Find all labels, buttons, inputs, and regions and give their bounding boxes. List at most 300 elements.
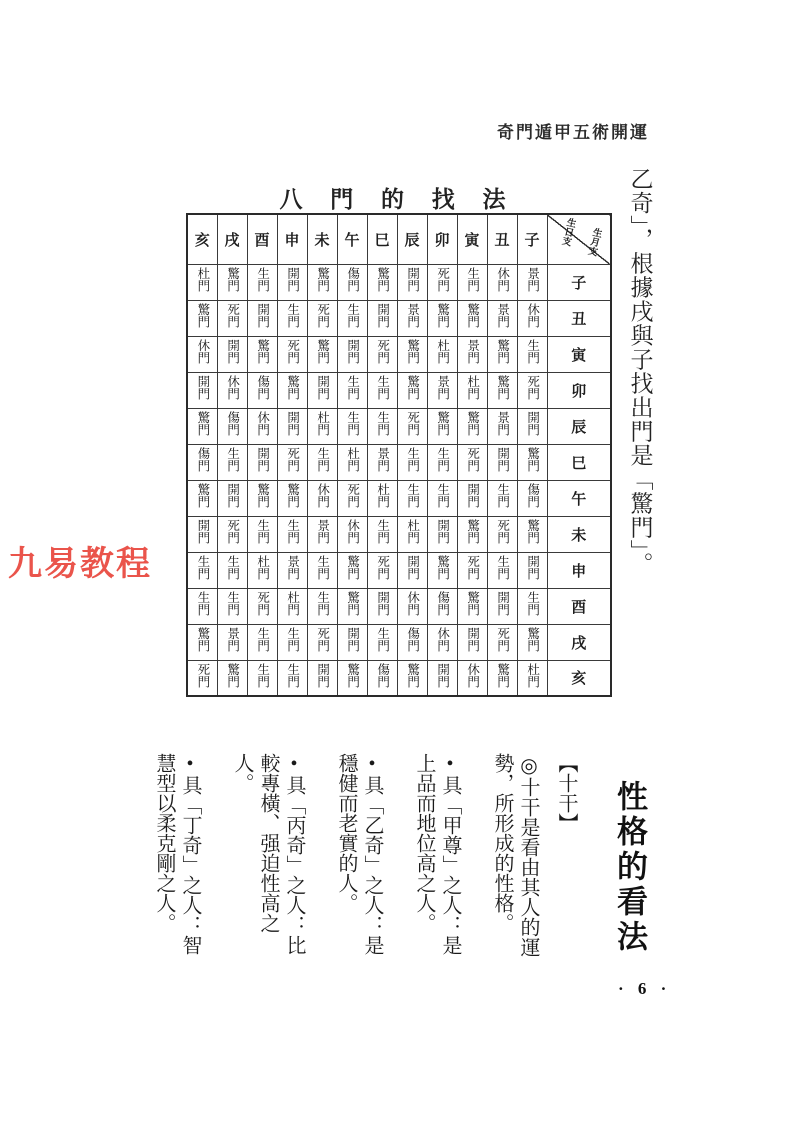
gate-cell-text: 生門 bbox=[255, 267, 270, 292]
gate-cell-text: 開門 bbox=[495, 447, 510, 472]
gate-cell bbox=[457, 480, 487, 516]
gate-table-row bbox=[187, 264, 611, 300]
gate-cell-text: 開門 bbox=[285, 267, 300, 292]
gate-cell-text: 景門 bbox=[525, 267, 540, 292]
gate-cell-text: 開門 bbox=[435, 662, 450, 688]
day-branch-header: 丑 bbox=[487, 214, 517, 264]
gate-cell bbox=[367, 444, 397, 480]
gate-cell-text: 杜門 bbox=[435, 339, 450, 364]
gate-cell bbox=[307, 516, 337, 552]
gate-cell-text: 杜門 bbox=[345, 447, 360, 472]
gate-cell bbox=[277, 444, 307, 480]
gate-cell-text: 驚門 bbox=[465, 519, 480, 544]
gate-cell bbox=[217, 372, 247, 408]
gate-cell bbox=[217, 336, 247, 372]
gate-table-row bbox=[187, 372, 611, 408]
gate-cell bbox=[367, 408, 397, 444]
day-branch-header: 申 bbox=[277, 214, 307, 264]
gate-cell bbox=[487, 372, 517, 408]
gate-cell bbox=[427, 552, 457, 588]
gate-cell bbox=[277, 480, 307, 516]
gate-cell bbox=[517, 408, 547, 444]
gate-cell bbox=[517, 336, 547, 372]
gate-cell-text: 開門 bbox=[285, 411, 300, 436]
gate-table-row bbox=[187, 660, 611, 696]
gate-cell-text: 生門 bbox=[285, 303, 300, 328]
month-branch-header: 申 bbox=[547, 552, 611, 588]
gate-cell bbox=[487, 264, 517, 300]
gate-cell bbox=[307, 408, 337, 444]
gate-cell bbox=[427, 408, 457, 444]
gate-cell-text: 開門 bbox=[345, 627, 360, 652]
gate-cell-text: 驚門 bbox=[375, 267, 390, 292]
gate-cell-text: 生門 bbox=[225, 555, 240, 580]
gate-cell bbox=[277, 624, 307, 660]
gate-cell-text: 驚門 bbox=[405, 375, 420, 400]
gate-cell bbox=[487, 660, 517, 696]
gate-cell-text: 生門 bbox=[315, 591, 330, 616]
gate-cell-text: 傷門 bbox=[405, 627, 420, 652]
bullet-ding: •具「丁奇」之人：智慧型以柔克剛之人。 bbox=[153, 753, 201, 955]
day-branch-header: 午 bbox=[337, 214, 367, 264]
gate-cell-text: 開門 bbox=[375, 591, 390, 616]
gate-cell-text: 驚門 bbox=[495, 662, 510, 688]
gate-cell-text: 死門 bbox=[225, 519, 240, 544]
gate-cell-text: 傷門 bbox=[225, 411, 240, 436]
gate-cell bbox=[217, 300, 247, 336]
gate-cell bbox=[397, 624, 427, 660]
gate-cell-text: 驚門 bbox=[405, 339, 420, 364]
section-intro-paragraph: ◎十干是看由其人的運勢，所形成的性格。 bbox=[491, 753, 539, 957]
gate-cell bbox=[277, 336, 307, 372]
gate-cell-text: 驚門 bbox=[465, 303, 480, 328]
gate-cell-text: 生門 bbox=[225, 447, 240, 472]
gate-cell bbox=[427, 480, 457, 516]
gate-cell bbox=[397, 264, 427, 300]
month-branch-header: 戌 bbox=[547, 624, 611, 660]
gate-cell-text: 生門 bbox=[465, 267, 480, 292]
gate-cell bbox=[247, 300, 277, 336]
gate-cell-text: 傷門 bbox=[255, 375, 270, 400]
gate-cell bbox=[217, 516, 247, 552]
gate-cell bbox=[187, 264, 217, 300]
bullet-bing: •具「丙奇」之人：比較專橫、强迫性高之人。 bbox=[231, 753, 305, 955]
gate-cell-text: 杜門 bbox=[285, 591, 300, 616]
day-branch-header-row bbox=[187, 214, 611, 264]
gate-cell bbox=[277, 264, 307, 300]
gate-cell bbox=[427, 660, 457, 696]
gate-cell-text: 驚門 bbox=[525, 519, 540, 544]
gate-cell-text: 傷門 bbox=[525, 483, 540, 508]
gate-cell bbox=[217, 588, 247, 624]
gate-cell-text: 驚門 bbox=[255, 339, 270, 364]
gate-cell bbox=[397, 336, 427, 372]
gate-cell bbox=[247, 480, 277, 516]
gate-cell bbox=[457, 300, 487, 336]
gate-cell-text: 景門 bbox=[405, 303, 420, 328]
gate-cell-text: 死門 bbox=[405, 411, 420, 436]
gate-cell bbox=[247, 552, 277, 588]
gate-cell-text: 驚門 bbox=[195, 411, 210, 436]
day-branch-header: 子 bbox=[517, 214, 547, 264]
gate-cell-text: 生門 bbox=[375, 411, 390, 436]
red-watermark: 九易教程 bbox=[8, 545, 152, 583]
gate-cell-text: 休門 bbox=[465, 662, 480, 688]
gate-cell-text: 死門 bbox=[375, 339, 390, 364]
gate-cell bbox=[517, 480, 547, 516]
gate-cell bbox=[457, 552, 487, 588]
gate-cell bbox=[217, 624, 247, 660]
gate-cell-text: 驚門 bbox=[195, 303, 210, 328]
gate-table-tbody bbox=[187, 264, 611, 696]
gate-cell-text: 驚門 bbox=[435, 411, 450, 436]
gate-cell bbox=[187, 660, 217, 696]
gate-cell bbox=[457, 588, 487, 624]
gate-cell-text: 生門 bbox=[315, 447, 330, 472]
gate-cell bbox=[487, 300, 517, 336]
gate-cell bbox=[247, 660, 277, 696]
month-branch-header: 酉 bbox=[547, 588, 611, 624]
gate-cell bbox=[337, 552, 367, 588]
gate-cell-text: 傷門 bbox=[345, 267, 360, 292]
gate-cell-text: 景門 bbox=[315, 519, 330, 544]
gate-cell-text: 生門 bbox=[285, 627, 300, 652]
gate-cell-text: 死門 bbox=[345, 483, 360, 508]
gate-cell bbox=[337, 300, 367, 336]
gate-cell bbox=[217, 552, 247, 588]
gate-cell bbox=[187, 444, 217, 480]
gate-cell bbox=[367, 624, 397, 660]
gate-cell-text: 驚門 bbox=[495, 339, 510, 364]
gate-cell-text: 驚門 bbox=[525, 627, 540, 652]
gate-table-row bbox=[187, 336, 611, 372]
gate-cell-text: 生門 bbox=[405, 447, 420, 472]
gate-cell-text: 生門 bbox=[525, 591, 540, 616]
gate-cell-text: 驚門 bbox=[405, 662, 420, 688]
gate-cell bbox=[217, 408, 247, 444]
gate-cell bbox=[517, 444, 547, 480]
gate-cell bbox=[517, 624, 547, 660]
gate-cell bbox=[487, 408, 517, 444]
gate-cell bbox=[277, 552, 307, 588]
gate-cell bbox=[367, 300, 397, 336]
gate-cell-text: 開門 bbox=[255, 447, 270, 472]
month-branch-header: 未 bbox=[547, 516, 611, 552]
gate-cell-text: 開門 bbox=[195, 375, 210, 400]
gate-cell-text: 驚門 bbox=[465, 591, 480, 616]
bullet-jia: •具「甲尊」之人：是上品而地位高之人。 bbox=[413, 753, 461, 955]
gate-cell bbox=[307, 624, 337, 660]
gate-cell bbox=[307, 660, 337, 696]
gate-cell-text: 開門 bbox=[375, 303, 390, 328]
gate-cell-text: 死門 bbox=[495, 519, 510, 544]
gate-cell-text: 生門 bbox=[225, 591, 240, 616]
gate-cell-text: 生門 bbox=[375, 519, 390, 544]
personality-section bbox=[138, 753, 652, 987]
gate-cell bbox=[457, 660, 487, 696]
gate-cell-text: 驚門 bbox=[255, 483, 270, 508]
gate-cell-text: 杜門 bbox=[315, 411, 330, 436]
month-branch-header: 丑 bbox=[547, 300, 611, 336]
day-branch-header: 酉 bbox=[247, 214, 277, 264]
gate-cell bbox=[307, 480, 337, 516]
gate-cell-text: 驚門 bbox=[225, 267, 240, 292]
gate-cell-text: 驚門 bbox=[285, 375, 300, 400]
gate-cell-text: 休門 bbox=[525, 303, 540, 328]
gate-cell bbox=[487, 336, 517, 372]
gate-cell-text: 杜門 bbox=[375, 483, 390, 508]
gate-cell bbox=[187, 480, 217, 516]
gate-cell-text: 景門 bbox=[225, 627, 240, 652]
gate-cell bbox=[187, 372, 217, 408]
day-branch-header: 戌 bbox=[217, 214, 247, 264]
gate-cell bbox=[397, 408, 427, 444]
gate-cell bbox=[337, 516, 367, 552]
gate-cell bbox=[487, 444, 517, 480]
gate-cell-text: 驚門 bbox=[435, 303, 450, 328]
gate-cell bbox=[217, 264, 247, 300]
gate-cell-text: 杜門 bbox=[525, 662, 540, 688]
gate-cell-text: 死門 bbox=[495, 627, 510, 652]
gate-cell bbox=[247, 444, 277, 480]
gate-cell bbox=[427, 336, 457, 372]
page-number: · 6 · bbox=[618, 979, 672, 998]
gate-cell-text: 驚門 bbox=[525, 447, 540, 472]
gate-cell bbox=[367, 372, 397, 408]
gate-cell bbox=[337, 336, 367, 372]
gate-cell-text: 驚門 bbox=[315, 267, 330, 292]
gate-cell bbox=[457, 264, 487, 300]
gate-cell-text: 生門 bbox=[375, 627, 390, 652]
gate-cell bbox=[367, 552, 397, 588]
gate-lookup-table bbox=[186, 213, 612, 697]
gate-cell bbox=[397, 516, 427, 552]
month-branch-header: 寅 bbox=[547, 336, 611, 372]
gate-cell-text: 驚門 bbox=[285, 483, 300, 508]
gate-cell bbox=[367, 480, 397, 516]
gate-cell bbox=[487, 516, 517, 552]
month-branch-header: 子 bbox=[547, 264, 611, 300]
gate-cell bbox=[277, 372, 307, 408]
gate-cell-text: 開門 bbox=[495, 591, 510, 616]
gate-cell bbox=[337, 372, 367, 408]
gate-cell-text: 生門 bbox=[255, 627, 270, 652]
corner-diagonal-cell bbox=[547, 214, 611, 264]
gate-cell-text: 休門 bbox=[435, 627, 450, 652]
gate-cell bbox=[337, 624, 367, 660]
gate-cell-text: 開門 bbox=[525, 411, 540, 436]
day-branch-header: 卯 bbox=[427, 214, 457, 264]
gate-cell bbox=[427, 264, 457, 300]
gate-cell-text: 死門 bbox=[435, 267, 450, 292]
gate-cell-text: 驚門 bbox=[195, 483, 210, 508]
gate-cell-text: 死門 bbox=[285, 447, 300, 472]
gate-cell-text: 生門 bbox=[345, 303, 360, 328]
gate-cell-text: 驚門 bbox=[435, 555, 450, 580]
gate-cell-text: 生門 bbox=[345, 411, 360, 436]
gate-cell bbox=[307, 444, 337, 480]
gate-cell-text: 休門 bbox=[495, 267, 510, 292]
gate-table-row bbox=[187, 624, 611, 660]
gate-cell bbox=[457, 624, 487, 660]
gate-cell-text: 死門 bbox=[195, 662, 210, 688]
gate-cell bbox=[187, 336, 217, 372]
gate-cell-text: 開門 bbox=[315, 662, 330, 688]
gate-cell-text: 開門 bbox=[465, 483, 480, 508]
gate-cell bbox=[337, 660, 367, 696]
gate-cell bbox=[487, 624, 517, 660]
gate-cell bbox=[247, 264, 277, 300]
gate-cell-text: 驚門 bbox=[195, 627, 210, 652]
gate-cell-text: 開門 bbox=[525, 555, 540, 580]
gate-cell-text: 景門 bbox=[495, 303, 510, 328]
gate-cell bbox=[247, 624, 277, 660]
gate-cell bbox=[517, 588, 547, 624]
gate-cell bbox=[397, 372, 427, 408]
gate-cell-text: 景門 bbox=[375, 447, 390, 472]
gate-cell-text: 景門 bbox=[465, 339, 480, 364]
gate-cell-text: 生門 bbox=[255, 519, 270, 544]
gate-cell bbox=[337, 480, 367, 516]
section-subheading: 【十干】 bbox=[555, 753, 577, 833]
gate-cell bbox=[337, 264, 367, 300]
gate-cell bbox=[427, 372, 457, 408]
day-branch-header: 辰 bbox=[397, 214, 427, 264]
gate-cell bbox=[337, 588, 367, 624]
day-branch-header: 亥 bbox=[187, 214, 217, 264]
gate-table-row bbox=[187, 408, 611, 444]
gate-cell bbox=[187, 552, 217, 588]
gate-cell-text: 死門 bbox=[525, 375, 540, 400]
gate-cell bbox=[457, 372, 487, 408]
gate-cell bbox=[427, 624, 457, 660]
gate-cell-text: 景門 bbox=[285, 555, 300, 580]
gate-cell bbox=[517, 372, 547, 408]
gate-table-row bbox=[187, 300, 611, 336]
gate-cell-text: 開門 bbox=[255, 303, 270, 328]
day-branch-header: 未 bbox=[307, 214, 337, 264]
gate-table-row bbox=[187, 444, 611, 480]
day-branch-header: 巳 bbox=[367, 214, 397, 264]
corner-month-branch-label: 生月支 bbox=[584, 226, 602, 257]
gate-cell bbox=[217, 444, 247, 480]
gate-cell-text: 杜門 bbox=[405, 519, 420, 544]
gate-cell-text: 驚門 bbox=[495, 375, 510, 400]
gate-cell bbox=[277, 300, 307, 336]
gate-cell-text: 開門 bbox=[345, 339, 360, 364]
corner-day-branch-label: 生日支 bbox=[558, 216, 576, 247]
day-branch-header: 寅 bbox=[457, 214, 487, 264]
gate-cell-text: 生門 bbox=[435, 447, 450, 472]
gate-cell bbox=[247, 408, 277, 444]
gate-cell bbox=[187, 516, 217, 552]
gate-cell-text: 生門 bbox=[285, 662, 300, 688]
gate-cell bbox=[187, 408, 217, 444]
gate-cell bbox=[487, 588, 517, 624]
gate-cell bbox=[487, 552, 517, 588]
gate-cell bbox=[397, 660, 427, 696]
gate-cell bbox=[367, 336, 397, 372]
gate-cell-text: 休門 bbox=[315, 483, 330, 508]
gate-cell-text: 開門 bbox=[405, 267, 420, 292]
gate-cell bbox=[307, 372, 337, 408]
gate-cell bbox=[457, 516, 487, 552]
gate-cell-text: 杜門 bbox=[465, 375, 480, 400]
gate-cell bbox=[427, 516, 457, 552]
gate-cell-text: 景門 bbox=[495, 411, 510, 436]
gate-cell bbox=[307, 588, 337, 624]
gate-cell-text: 死門 bbox=[315, 303, 330, 328]
gate-cell-text: 開門 bbox=[435, 519, 450, 544]
gate-cell bbox=[457, 408, 487, 444]
gate-cell-text: 死門 bbox=[465, 555, 480, 580]
month-branch-header: 亥 bbox=[547, 660, 611, 696]
gate-cell bbox=[247, 336, 277, 372]
gate-table-row bbox=[187, 552, 611, 588]
gate-cell-text: 休門 bbox=[255, 411, 270, 436]
gate-cell bbox=[277, 516, 307, 552]
gate-cell-text: 杜門 bbox=[255, 555, 270, 580]
gate-cell-text: 傷門 bbox=[435, 591, 450, 616]
gate-cell-text: 死門 bbox=[225, 303, 240, 328]
gate-cell bbox=[517, 300, 547, 336]
gate-cell bbox=[397, 588, 427, 624]
gate-cell-text: 休門 bbox=[225, 375, 240, 400]
gate-cell bbox=[277, 408, 307, 444]
gate-cell-text: 驚門 bbox=[315, 339, 330, 364]
gate-cell bbox=[397, 552, 427, 588]
month-branch-header: 卯 bbox=[547, 372, 611, 408]
gate-cell bbox=[427, 588, 457, 624]
gate-cell-text: 傷門 bbox=[375, 662, 390, 688]
gate-cell bbox=[277, 660, 307, 696]
gate-cell bbox=[367, 264, 397, 300]
gate-cell-text: 生門 bbox=[285, 519, 300, 544]
gate-cell-text: 開門 bbox=[195, 519, 210, 544]
gate-cell bbox=[517, 264, 547, 300]
month-branch-header: 午 bbox=[547, 480, 611, 516]
gate-cell-text: 生門 bbox=[495, 483, 510, 508]
gate-cell bbox=[187, 624, 217, 660]
gate-cell-text: 驚門 bbox=[345, 591, 360, 616]
gate-cell-text: 生門 bbox=[375, 375, 390, 400]
gate-cell-text: 休門 bbox=[345, 519, 360, 544]
gate-cell bbox=[247, 516, 277, 552]
gate-cell bbox=[397, 300, 427, 336]
gate-cell-text: 死門 bbox=[315, 627, 330, 652]
gate-cell-text: 杜門 bbox=[195, 267, 210, 292]
gate-cell bbox=[187, 300, 217, 336]
gate-cell bbox=[457, 336, 487, 372]
gate-cell-text: 傷門 bbox=[195, 447, 210, 472]
gate-cell-text: 生門 bbox=[495, 555, 510, 580]
margin-note-vertical: 乙奇」，根據戌與子找出門是「驚門」。 bbox=[627, 167, 653, 576]
gate-cell bbox=[517, 552, 547, 588]
gate-cell bbox=[517, 660, 547, 696]
gate-cell-text: 死門 bbox=[255, 591, 270, 616]
gate-cell bbox=[517, 516, 547, 552]
gate-cell bbox=[397, 444, 427, 480]
gate-cell-text: 死門 bbox=[465, 447, 480, 472]
gate-cell bbox=[277, 588, 307, 624]
gate-cell-text: 生門 bbox=[525, 339, 540, 364]
gate-cell bbox=[307, 552, 337, 588]
gate-cell bbox=[427, 300, 457, 336]
gate-cell bbox=[307, 336, 337, 372]
gate-table-row bbox=[187, 588, 611, 624]
gate-cell-text: 休門 bbox=[195, 339, 210, 364]
gate-cell-text: 開門 bbox=[465, 627, 480, 652]
